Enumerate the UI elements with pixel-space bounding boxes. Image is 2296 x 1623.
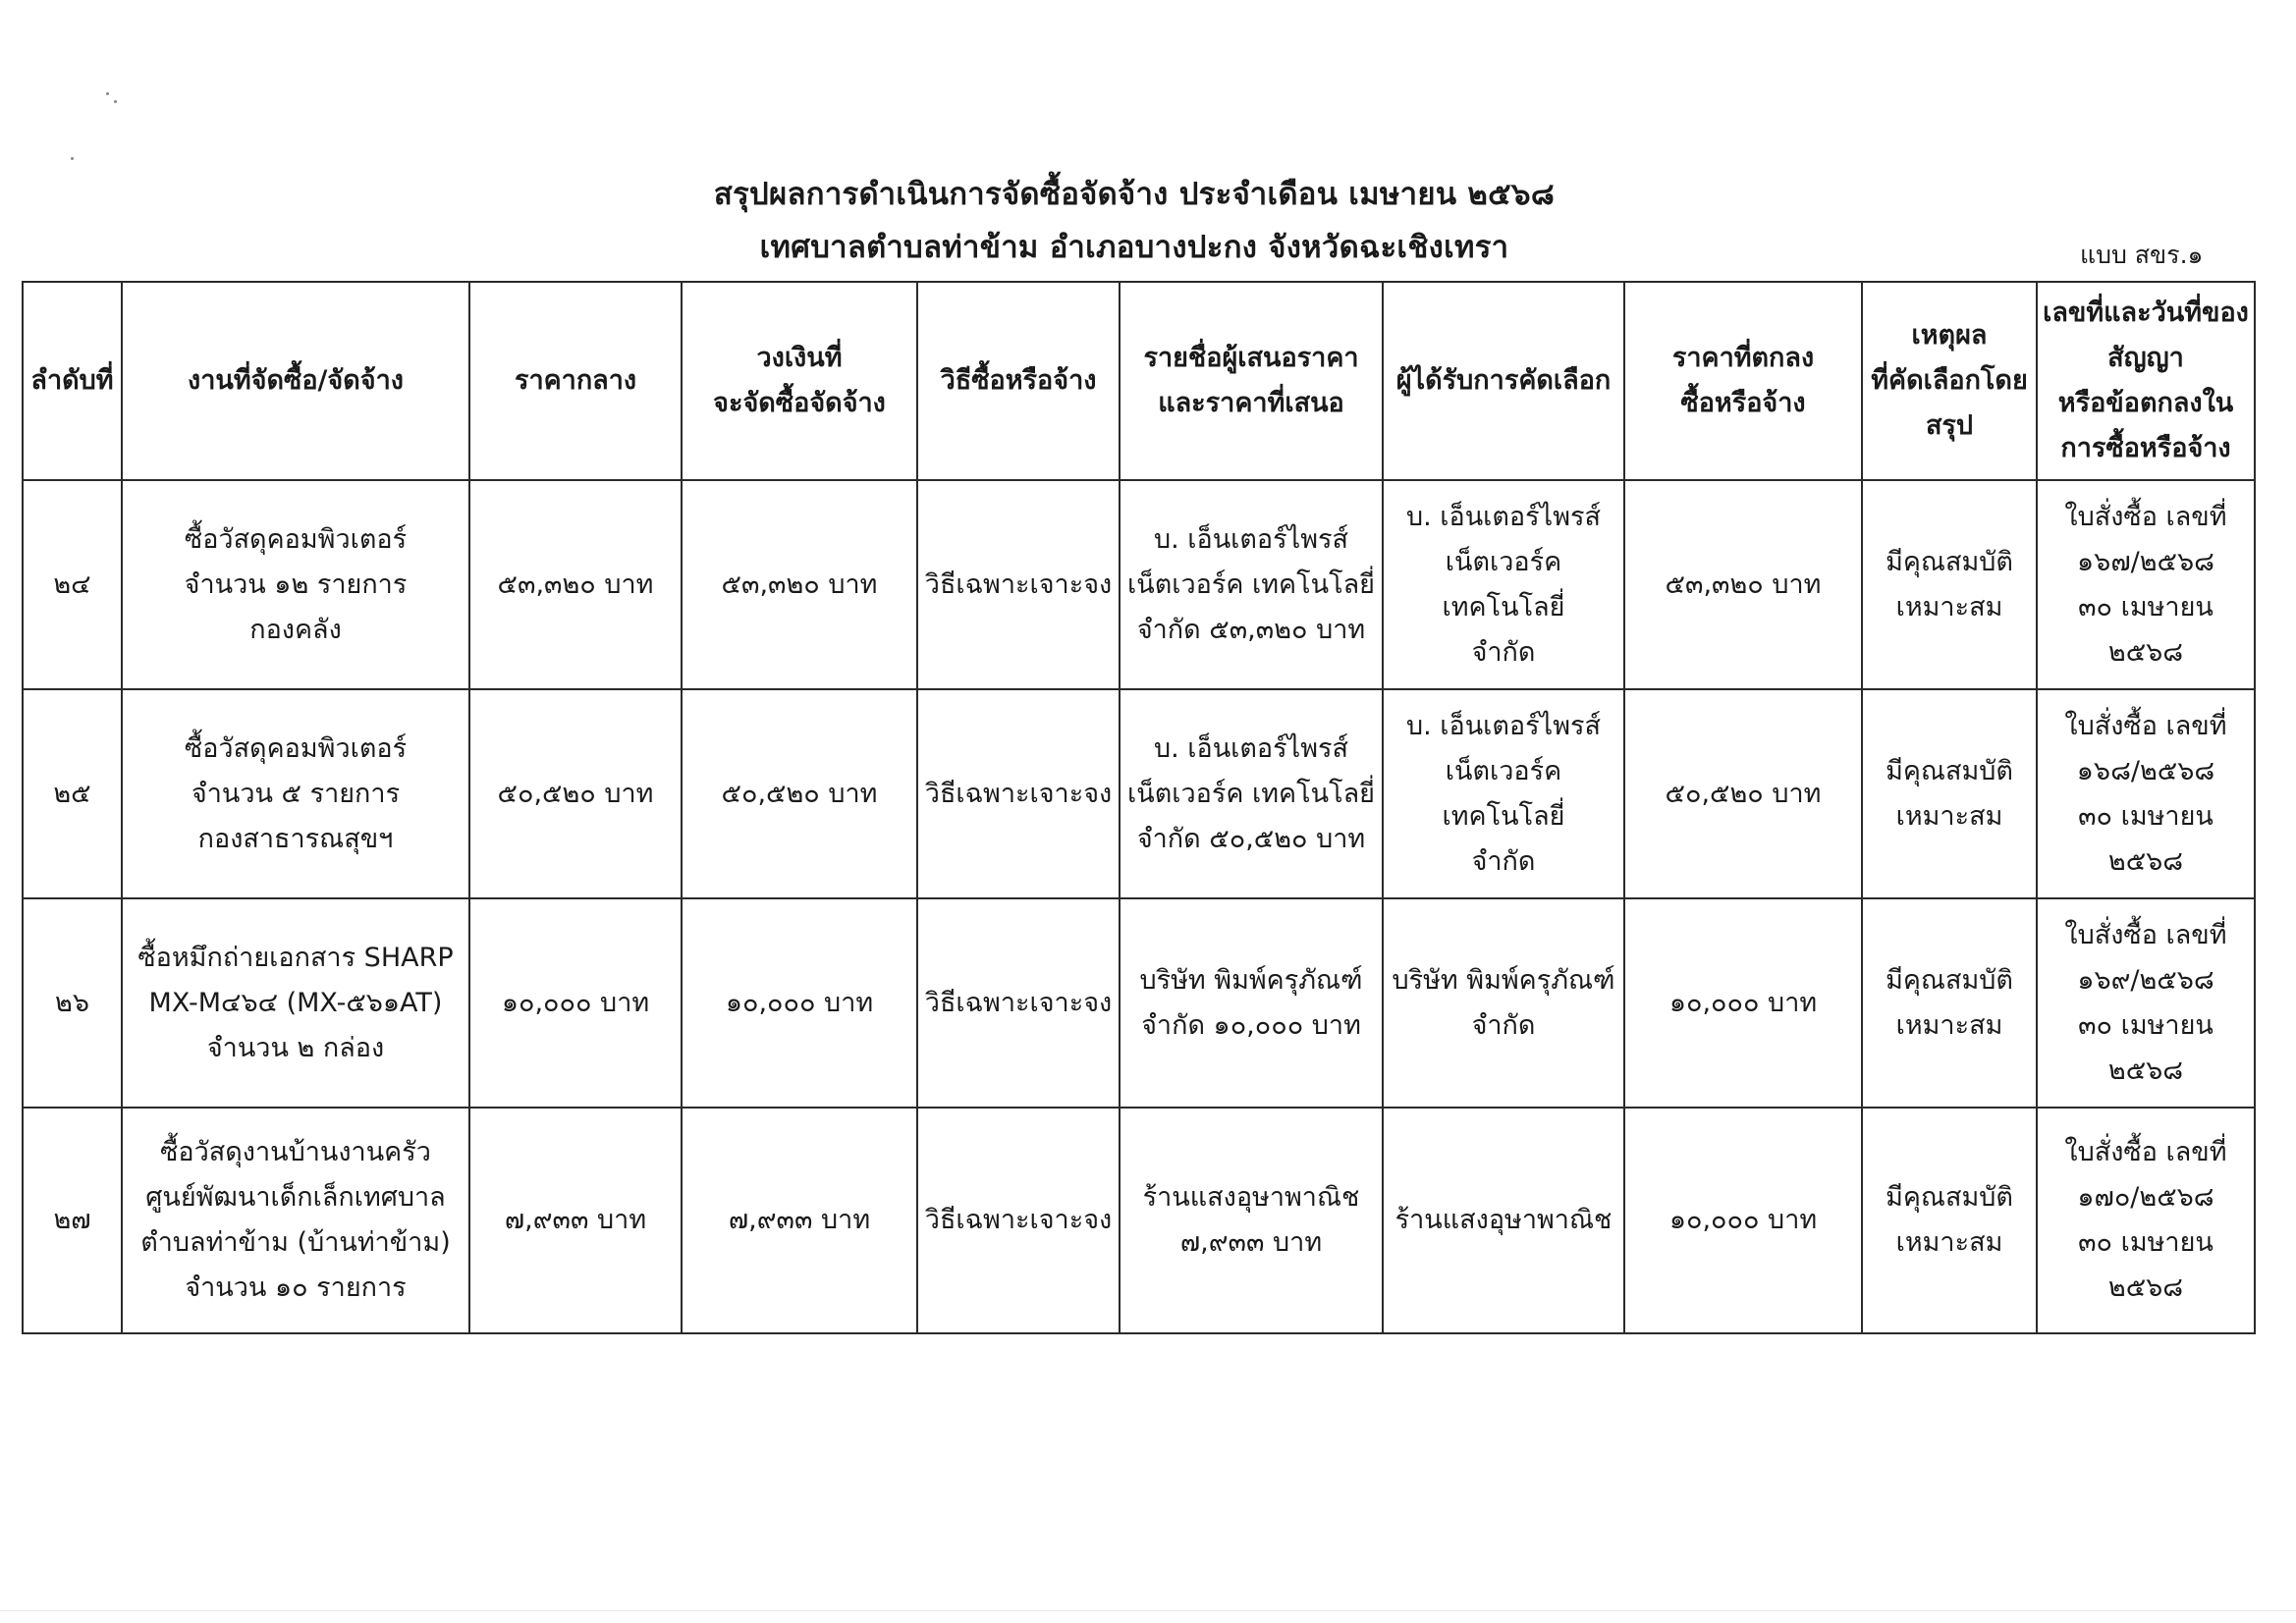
cell-line: ซื้อวัสดุคอมพิวเตอร์ [184, 732, 408, 764]
cell-no: ๒๗ [23, 1108, 122, 1333]
table-row [23, 480, 2255, 689]
cell-line: ใบสั่งซื้อ เลขที่ [2064, 1137, 2227, 1167]
cell-agreed-price: ๕๐,๕๒๐ บาท [1624, 689, 1862, 898]
col-header-method [917, 282, 1120, 480]
cell-line: ร้านแสงอุษาพาณิช [1394, 1205, 1613, 1235]
header-line: และราคาที่เสนอ [1158, 388, 1344, 418]
cell-line: ๓๐ เมษายน ๒๕๖๘ [2078, 800, 2214, 877]
report-title: สรุปผลการดำเนินการจัดซื้อจัดจ้าง ประจำเดือน เมษายน ๒๕๖๘ [713, 177, 1556, 212]
cell-line: มีคุณสมบัติ [1886, 964, 2013, 996]
cell-selected [1383, 898, 1624, 1108]
cell-median-price: ๑๐,๐๐๐ บาท [469, 898, 682, 1108]
cell-line: MX-M๔๖๔ (MX-๕๖๑AT) [148, 987, 443, 1018]
col-header-median-price [469, 282, 682, 480]
cell-line: ๑๖๘/๒๕๖๘ [2076, 755, 2215, 786]
col-header-selected [1383, 282, 1624, 480]
cell-line: เหมาะสม [1895, 1227, 2003, 1258]
cell-line: จำกัด ๕๐,๕๒๐ บาท [1136, 823, 1366, 854]
cell-bidders [1120, 689, 1383, 898]
cell-line: กองสาธารณสุขฯ [197, 823, 394, 854]
cell-median-price: ๗,๙๓๓ บาท [469, 1108, 682, 1333]
cell-no: ๒๕ [23, 689, 122, 898]
cell-line: บ. เอ็นเตอร์ไพรส์ [1153, 523, 1349, 555]
cell-line: บ. เอ็นเตอร์ไพรส์ [1405, 710, 1602, 741]
cell-bidders [1120, 1108, 1383, 1333]
header-line: วงเงินที่ [756, 343, 843, 373]
col-header-item [122, 282, 469, 480]
cell-method: วิธีเฉพาะเจาะจง [917, 1108, 1120, 1333]
header-line: เหตุผล [1911, 320, 1988, 351]
header-line: จะจัดซื้อจัดจ้าง [713, 388, 886, 418]
cell-line: บ. เอ็นเตอร์ไพรส์ [1153, 732, 1349, 764]
col-header-bidders [1120, 282, 1383, 480]
cell-selected [1383, 1108, 1624, 1333]
cell-line: ใบสั่งซื้อ เลขที่ [2064, 919, 2227, 950]
cell-item [122, 898, 469, 1108]
cell-line: ซื้อวัสดุงานบ้านงานครัว [160, 1137, 431, 1167]
page-edge-line [0, 1610, 2296, 1611]
cell-line: จำกัด ๕๓,๓๒๐ บาท [1136, 614, 1366, 645]
cell-line: ใบสั่งซื้อ เลขที่ [2064, 710, 2227, 741]
cell-line: เน็ตเวอร์ค เทคโนโลยี่ [1127, 568, 1375, 600]
cell-line: จำนวน ๕ รายการ [191, 778, 401, 809]
cell-line: ๓๐ เมษายน ๒๕๖๘ [2078, 1009, 2214, 1086]
cell-selected [1383, 689, 1624, 898]
cell-line: จำกัด [1471, 1009, 1536, 1041]
header-line: วิธีซื้อหรือจ้าง [940, 365, 1097, 396]
header-line: ที่คัดเลือกโดย [1871, 365, 2028, 396]
cell-line: เน็ตเวอร์ค เทคโนโลยี่ [1127, 778, 1375, 809]
col-header-budget [682, 282, 917, 480]
cell-line: บริษัท พิมพ์ครุภัณฑ์ [1392, 964, 1615, 996]
header-line: ราคาที่ตกลง [1671, 343, 1815, 373]
cell-line: กองคลัง [249, 614, 342, 645]
cell-reason [1862, 898, 2037, 1108]
cell-bidders [1120, 480, 1383, 689]
cell-method: วิธีเฉพาะเจาะจง [917, 480, 1120, 689]
cell-contract [2037, 1108, 2255, 1333]
cell-method: วิธีเฉพาะเจาะจง [917, 689, 1120, 898]
cell-line: ๗,๙๓๓ บาท [1179, 1227, 1323, 1258]
header-line: การซื้อหรือจ้าง [2060, 433, 2231, 463]
cell-line: ๑๗๐/๒๕๖๘ [2077, 1182, 2214, 1213]
procurement-table [22, 281, 2256, 1334]
cell-agreed-price: ๑๐,๐๐๐ บาท [1624, 898, 1862, 1108]
table-row [23, 898, 2255, 1108]
cell-line: เน็ตเวอร์ค เทคโนโลยี่ [1442, 755, 1565, 832]
cell-line: มีคุณสมบัติ [1886, 546, 2013, 577]
cell-item [122, 1108, 469, 1333]
cell-line: ๓๐ เมษายน ๒๕๖๘ [2078, 1227, 2214, 1303]
cell-line: ซื้อวัสดุคอมพิวเตอร์ [184, 523, 408, 555]
header-line: หรือข้อตกลงใน [2057, 388, 2234, 418]
cell-line: จำกัด [1471, 845, 1536, 877]
header-line: ผู้ได้รับการคัดเลือก [1395, 365, 1612, 396]
cell-line: ๑๖๗/๒๕๖๘ [2077, 546, 2214, 577]
cell-line: ๑๖๙/๒๕๖๘ [2077, 964, 2214, 996]
cell-item [122, 689, 469, 898]
cell-line: ๓๐ เมษายน ๒๕๖๘ [2078, 591, 2214, 668]
cell-budget: ๗,๙๓๓ บาท [682, 1108, 917, 1333]
cell-budget: ๕๐,๕๒๐ บาท [682, 689, 917, 898]
cell-line: บ. เอ็นเตอร์ไพรส์ [1405, 501, 1602, 532]
cell-method: วิธีเฉพาะเจาะจง [917, 898, 1120, 1108]
cell-bidders [1120, 898, 1383, 1108]
cell-budget: ๕๓,๓๒๐ บาท [682, 480, 917, 689]
cell-line: เหมาะสม [1895, 1009, 2003, 1041]
col-header-reason [1862, 282, 2037, 480]
form-code: แบบ สขร.๑ [2080, 241, 2204, 269]
header-line: ซื้อหรือจ้าง [1680, 388, 1806, 418]
cell-line: บริษัท พิมพ์ครุภัณฑ์ [1139, 964, 1363, 996]
col-header-agreed-price [1624, 282, 1862, 480]
cell-line: จำกัด ๑๐,๐๐๐ บาท [1141, 1009, 1361, 1041]
table-row [23, 689, 2255, 898]
cell-no: ๒๔ [23, 480, 122, 689]
cell-reason [1862, 689, 2037, 898]
col-header-contract [2037, 282, 2255, 480]
cell-median-price: ๕๓,๓๒๐ บาท [469, 480, 682, 689]
table-row [23, 1108, 2255, 1333]
cell-line: ศูนย์พัฒนาเด็กเล็กเทศบาล [145, 1182, 446, 1213]
cell-agreed-price: ๕๓,๓๒๐ บาท [1624, 480, 1862, 689]
cell-reason [1862, 1108, 2037, 1333]
cell-line: จำนวน ๒ กล่อง [206, 1032, 385, 1063]
cell-contract [2037, 898, 2255, 1108]
cell-budget: ๑๐,๐๐๐ บาท [682, 898, 917, 1108]
header-line: ลำดับที่ [30, 365, 114, 396]
cell-item [122, 480, 469, 689]
cell-line: ร้านแสงอุษาพาณิช [1142, 1182, 1360, 1213]
cell-agreed-price: ๑๐,๐๐๐ บาท [1624, 1108, 1862, 1333]
cell-line: จำนวน ๑๒ รายการ [184, 568, 408, 600]
header-line: สัญญา [2107, 343, 2184, 373]
cell-selected [1383, 480, 1624, 689]
cell-reason [1862, 480, 2037, 689]
cell-line: เน็ตเวอร์ค เทคโนโลยี่ [1442, 546, 1565, 622]
cell-no: ๒๖ [23, 898, 122, 1108]
header-line: ราคากลาง [514, 365, 637, 396]
cell-line: เหมาะสม [1895, 591, 2003, 622]
cell-line: เหมาะสม [1895, 800, 2003, 832]
cell-line: จำนวน ๑๐ รายการ [185, 1272, 407, 1303]
cell-contract [2037, 689, 2255, 898]
cell-line: มีคุณสมบัติ [1886, 755, 2013, 786]
header-line: สรุป [1925, 410, 1974, 441]
header-line: เลขที่และวันที่ของ [2043, 298, 2249, 328]
table-header-row [23, 282, 2255, 480]
col-header-no [23, 282, 122, 480]
cell-contract [2037, 480, 2255, 689]
cell-line: จำกัด [1471, 636, 1536, 668]
cell-median-price: ๕๐,๕๒๐ บาท [469, 689, 682, 898]
table-body [23, 480, 2255, 1333]
header-line: รายชื่อผู้เสนอราคา [1143, 343, 1359, 373]
header-line: งานที่จัดซื้อ/จัดจ้าง [188, 365, 404, 396]
cell-line: มีคุณสมบัติ [1886, 1182, 2013, 1213]
cell-line: ตำบลท่าข้าม (บ้านท่าข้าม) [140, 1227, 451, 1258]
cell-line: ซื้อหมึกถ่ายเอกสาร SHARP [137, 942, 454, 973]
cell-line: ใบสั่งซื้อ เลขที่ [2064, 501, 2227, 532]
organization-title: เทศบาลตำบลท่าข้าม อำเภอบางปะกง จังหวัดฉะเชิงเทรา [759, 230, 1509, 265]
